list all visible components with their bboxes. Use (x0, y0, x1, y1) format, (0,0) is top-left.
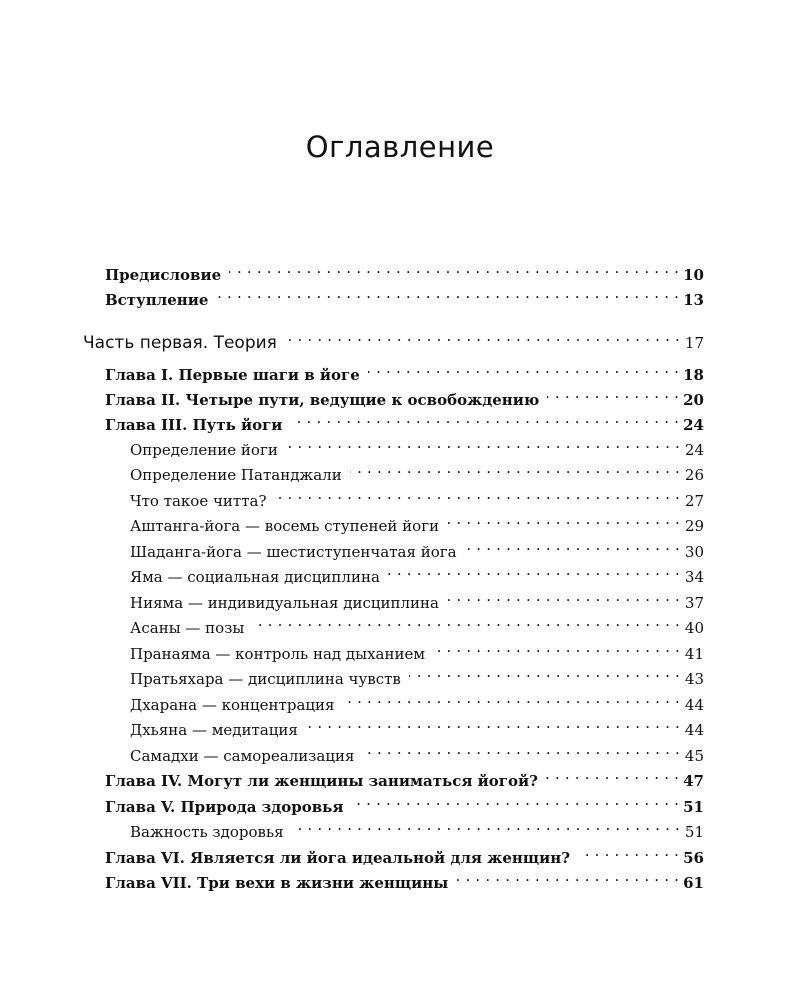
toc-entry-yama[interactable] (130, 558, 704, 586)
toc-entry-page: 43 (684, 670, 704, 688)
toc-entry-label: Шаданга-йога — шестиступенчатая йога (130, 543, 457, 561)
toc-entry-yoga-definition[interactable] (130, 431, 704, 459)
toc-entry-label: Аштанга-йога — восемь ступеней йоги (130, 517, 440, 535)
leader-dots (350, 456, 680, 480)
toc-entry-page: 51 (683, 798, 704, 816)
toc-entry-page: 40 (684, 619, 704, 637)
toc-entry-page: 37 (684, 594, 704, 612)
toc-entry-asanas[interactable] (130, 609, 704, 637)
leader-dots (274, 482, 680, 506)
toc-entry-label: Определение Патанджали (130, 466, 342, 484)
toc-entry-pratyahara[interactable] (130, 660, 704, 688)
leader-dots (286, 431, 680, 455)
toc-entry-label: Глава IV. Могут ли женщины заниматься йогой? (105, 772, 538, 790)
leader-dots (578, 839, 679, 863)
toc-entry-page: 51 (684, 823, 704, 841)
toc-entry-label: Пратьяхара — дисциплина чувств (130, 670, 401, 688)
toc-entry-label: Глава V. Природа здоровья (105, 798, 344, 816)
toc-entry-label: Глава VI. Является ли йога идеальной для женщин? (105, 849, 571, 867)
toc-entry-label: Глава VII. Три вехи в жизни женщины (105, 874, 449, 892)
toc-entry-page: 27 (684, 492, 704, 510)
leader-dots (285, 324, 680, 348)
leader-dots (447, 584, 680, 608)
leader-dots (409, 660, 680, 684)
toc-entry-label: Вступление (105, 291, 209, 309)
toc-entry-page: 10 (683, 266, 704, 284)
leader-dots (362, 737, 680, 761)
toc-entry-label: Предисловие (105, 266, 222, 284)
toc-entry-chapter-3[interactable] (105, 406, 704, 434)
toc-entry-chapter-6[interactable] (105, 839, 704, 867)
toc-entry-label: Глава II. Четыре пути, ведущие к освобождению (105, 391, 540, 409)
toc-entry-label: Яма — социальная дисциплина (130, 568, 380, 586)
toc-entry-label: Асаны — позы (130, 619, 245, 637)
toc-entry-page: 56 (683, 849, 704, 867)
toc-entry-page: 20 (683, 391, 704, 409)
toc-entry-pranayama[interactable] (130, 635, 704, 663)
toc-entry-page: 41 (684, 645, 704, 663)
toc-entry-label: Глава I. Первые шаги в йоге (105, 366, 360, 384)
toc-entry-label: Что такое читта? (130, 492, 267, 510)
toc-entry-chapter-1[interactable] (105, 356, 704, 384)
toc-entry-page: 24 (684, 441, 704, 459)
leader-dots (447, 507, 680, 531)
toc-entry-shadanga[interactable] (130, 533, 704, 561)
toc-entry-page: 13 (683, 291, 704, 309)
leader-dots (456, 864, 679, 888)
toc-entry-page: 26 (684, 466, 704, 484)
leader-dots (343, 686, 681, 710)
leader-dots (351, 788, 679, 812)
leader-dots (546, 762, 679, 786)
toc-entry-label: Важность здоровья (130, 823, 284, 841)
toc-entry-chapter-5[interactable] (105, 788, 704, 816)
toc-entry-ashtanga[interactable] (130, 507, 704, 535)
toc-entry-label: Часть первая. Теория (83, 333, 277, 353)
toc-entry-dhyana[interactable] (130, 711, 704, 739)
toc-entry-samadhi[interactable] (130, 737, 704, 765)
toc-entry-page: 44 (684, 721, 704, 739)
toc-entry-label: Пранаяма — контроль над дыханием (130, 645, 426, 663)
leader-dots (547, 381, 679, 405)
toc-entry-chapter-2[interactable] (105, 381, 704, 409)
toc-entry-health-importance[interactable] (130, 813, 704, 841)
leader-dots (465, 533, 680, 557)
toc-entry-niyama[interactable] (130, 584, 704, 612)
toc-entry-label: Нияма — индивидуальная дисциплина (130, 594, 439, 612)
leader-dots (433, 635, 680, 659)
leader-dots (290, 406, 679, 430)
toc-entry-page: 18 (683, 366, 704, 384)
toc-entry-preface[interactable] (105, 256, 704, 284)
toc-entry-patanjali-definition[interactable] (130, 456, 704, 484)
toc-entry-chapter-4[interactable] (105, 762, 704, 790)
toc-entry-chapter-7[interactable] (105, 864, 704, 892)
leader-dots (306, 711, 680, 735)
toc-entry-label: Дхарана — концентрация (130, 696, 335, 714)
page-title: Оглавление (305, 130, 495, 164)
toc-entry-introduction[interactable] (105, 281, 704, 309)
toc-entry-page: 30 (684, 543, 704, 561)
toc-entry-page: 29 (684, 517, 704, 535)
toc-entry-dharana[interactable] (130, 686, 704, 714)
toc-entry-part-one[interactable] (83, 324, 704, 353)
toc-entry-page: 17 (684, 334, 704, 352)
toc-entry-label: Глава III. Путь йоги (105, 416, 283, 434)
toc-entry-chitta[interactable] (130, 482, 704, 510)
toc-entry-page: 34 (684, 568, 704, 586)
toc-entry-label: Определение йоги (130, 441, 278, 459)
toc-entry-page: 61 (683, 874, 704, 892)
toc-entry-page: 47 (683, 772, 704, 790)
toc-entry-page: 44 (684, 696, 704, 714)
leader-dots (229, 256, 679, 280)
leader-dots (292, 813, 680, 837)
leader-dots (216, 281, 679, 305)
toc-entry-label: Дхьяна — медитация (130, 721, 298, 739)
leader-dots (252, 609, 680, 633)
leader-dots (368, 356, 679, 380)
toc-entry-label: Самадхи — самореализация (130, 747, 355, 765)
toc-entry-page: 24 (683, 416, 704, 434)
toc-entry-page: 45 (684, 747, 704, 765)
leader-dots (388, 558, 680, 582)
